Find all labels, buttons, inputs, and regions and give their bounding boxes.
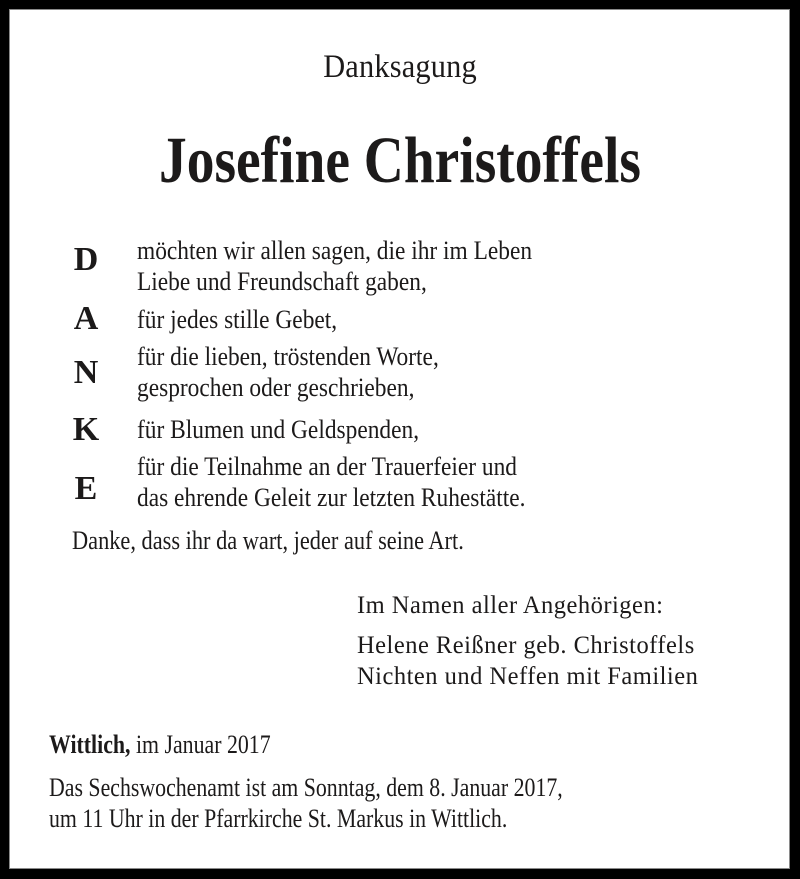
date: im Januar 2017 — [130, 730, 271, 759]
heading-danksagung: Danksagung — [323, 49, 477, 85]
acrostic-letter-k: K — [72, 411, 100, 448]
signature-name: Helene Reißner geb. Christoffels — [357, 632, 695, 659]
signature-intro: Im Namen aller Angehörigen: — [357, 592, 664, 619]
closing-line: Danke, dass ihr da wart, jeder auf seine Art. — [72, 526, 464, 555]
acrostic-letter-a: A — [73, 300, 99, 337]
acrostic-line: gesprochen oder geschrieben, — [137, 373, 415, 402]
acrostic-line: für die Teilnahme an der Trauerfeier und — [137, 452, 518, 481]
acrostic-letter-d: D — [73, 241, 99, 278]
deceased-name: Josefine Christoffels — [159, 124, 641, 197]
acrostic-line: für jedes stille Gebet, — [137, 305, 338, 334]
signature-name: Nichten und Neffen mit Familien — [357, 663, 699, 690]
service-info-line: um 11 Uhr in der Pfarrkirche St. Markus in Wittlich. — [49, 804, 508, 833]
place: Wittlich, — [49, 730, 131, 759]
acrostic-line: für die lieben, tröstenden Worte, — [137, 342, 439, 371]
acrostic-line: das ehrende Geleit zur letzten Ruhestätte. — [137, 483, 526, 512]
acrostic-line: möchten wir allen sagen, die ihr im Leben — [137, 236, 533, 265]
place-date — [49, 729, 271, 760]
acrostic-letter-e: E — [74, 470, 98, 507]
service-info-line: Das Sechswochenamt ist am Sonntag, dem 8. Januar 2017, — [49, 773, 563, 802]
acrostic-letter-n: N — [73, 354, 99, 391]
acrostic-line: für Blumen und Geldspenden, — [137, 415, 420, 444]
acrostic-line: Liebe und Freundschaft gaben, — [137, 267, 427, 296]
